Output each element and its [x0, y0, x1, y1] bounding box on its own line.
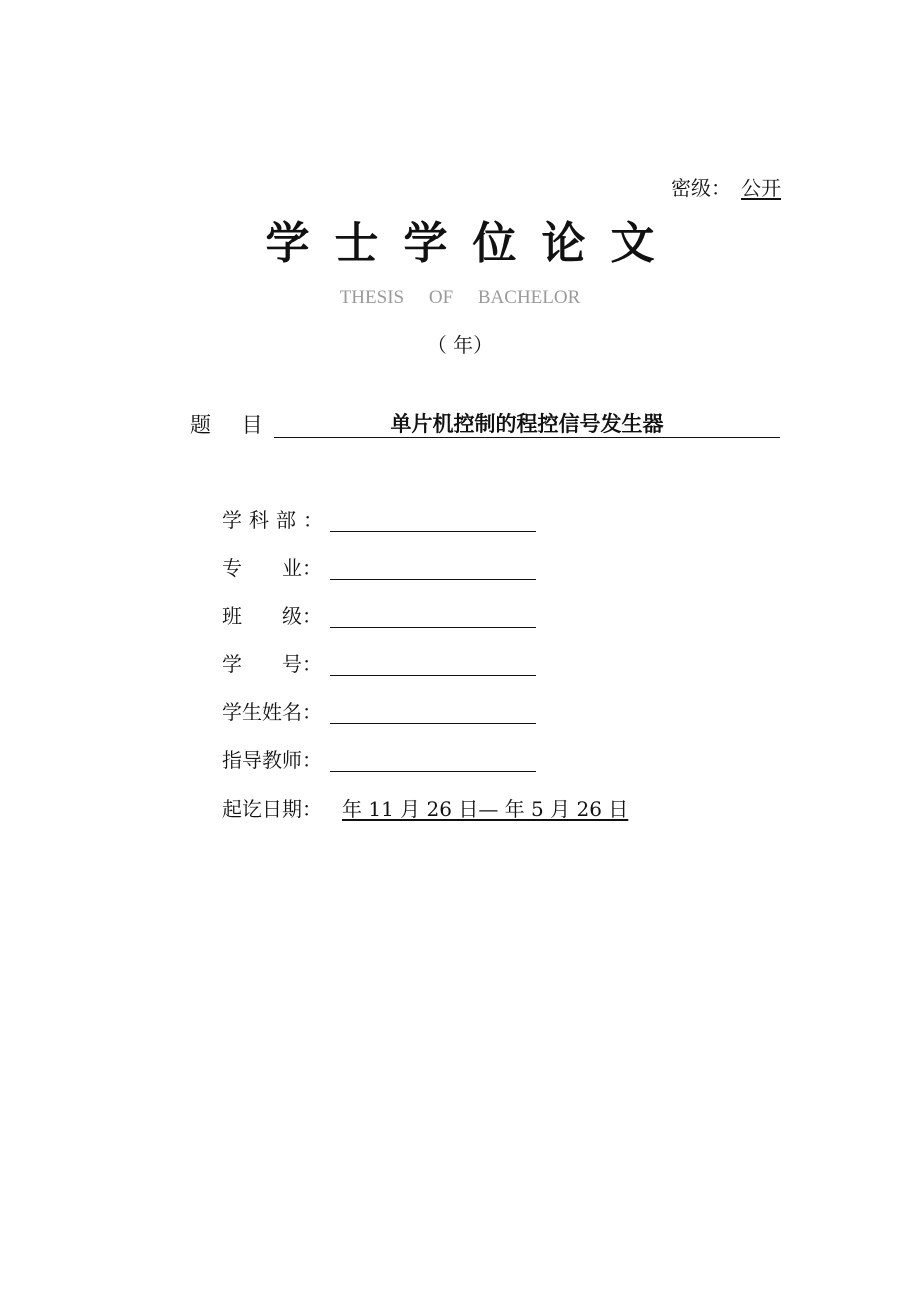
field-blank-advisor	[330, 771, 536, 772]
year-line: （ 年）	[426, 333, 494, 357]
field-blank-student-name	[330, 723, 536, 724]
secrecy-value: 公开	[741, 176, 781, 200]
field-blank-major	[330, 579, 536, 580]
field-blank-student-id	[330, 675, 536, 676]
field-label-department: 学科部：	[222, 508, 330, 532]
field-label-dates: 起讫日期：	[222, 797, 322, 821]
secrecy-line	[671, 176, 781, 200]
field-blank-class	[330, 627, 536, 628]
field-label-major: 专 业：	[222, 556, 322, 580]
topic-label: 题 目	[190, 413, 263, 437]
document-title: 学士学位论文	[265, 218, 680, 269]
field-label-advisor: 指导教师：	[222, 748, 322, 772]
field-label-student-name: 学生姓名：	[222, 700, 322, 724]
topic-row	[190, 410, 780, 440]
english-subtitle: THESIS OF BACHELOR	[339, 287, 581, 308]
secrecy-label: 密级：	[671, 176, 731, 200]
field-blank-department	[330, 531, 536, 532]
topic-value: 单片机控制的程控信号发生器	[274, 410, 780, 438]
field-value-dates: 年 11 月 26 日— 年 5 月 26 日	[342, 797, 629, 821]
field-label-student-id: 学 号：	[222, 652, 322, 676]
field-label-class: 班 级：	[222, 604, 322, 628]
